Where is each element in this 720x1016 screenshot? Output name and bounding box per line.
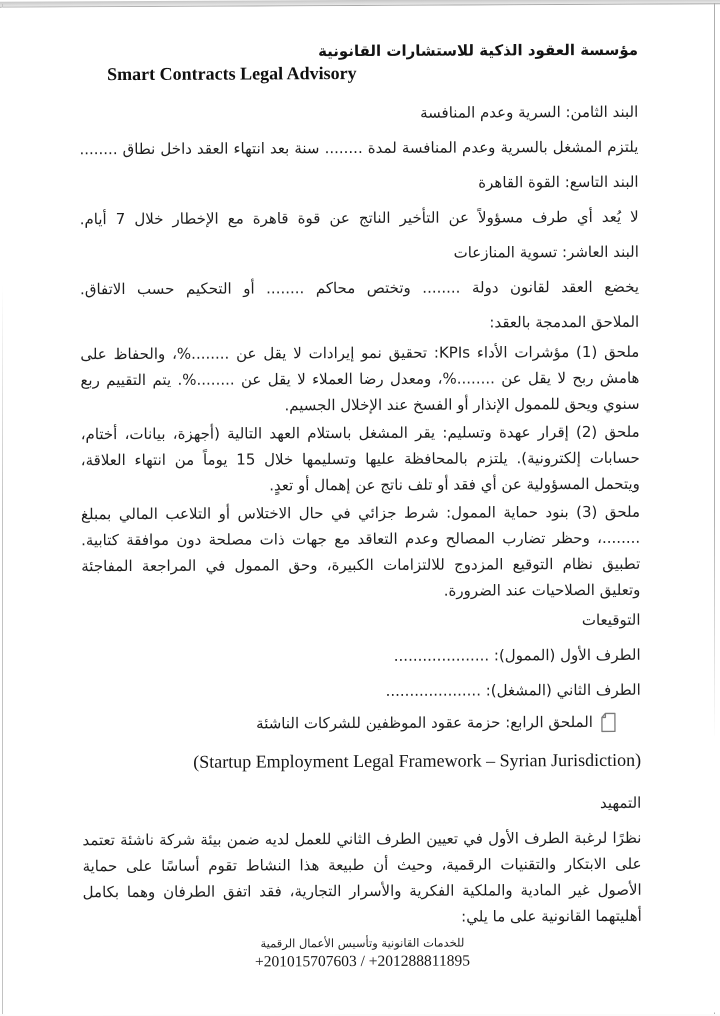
preamble-heading: التمهيد: [599, 793, 642, 812]
clause-8-body: يلتزم المشغل بالسرية وعدم المنافسة لمدة ........ سنة بعد انتهاء العقد داخل نطاق ........: [79, 137, 639, 159]
org-title-arabic: مؤسسة العقود الذكية للاستشارات القانونية: [318, 40, 639, 61]
clause-8-title: البند الثامن: السرية وعدم المنافسة: [420, 102, 639, 122]
annex-2-paragraph: ملحق (2) إقرار عهدة وتسليم: يقر المشغل باستلام العهد التالية (أجهزة، بيانات، أختام، حسابات إلكترونية). يلتزم بالمحافظة عليها وتسليمها خلال 15 يوماً من انتهاء العلاقة، ويتحمل المسؤولية عن أي فقد أو تلف ناتج عن إهمال أو تعدٍ.: [80, 422, 640, 495]
annex-4-label: الملحق الرابع: حزمة عقود الموظفين للشركات الناشئة: [256, 712, 593, 733]
contract-page: [1, 4, 716, 1015]
clause-10-title: البند العاشر: تسوية المنازعات: [453, 242, 639, 262]
org-title-english: Smart Contracts Legal Advisory: [107, 63, 357, 85]
annexes-heading: الملاحق المدمجة بالعقد:: [489, 312, 640, 332]
annex-3-paragraph: ملحق (3) بنود حماية الممول: شرط جزائي في حال الاختلاس أو التلاعب المالي بمبلغ ........، وحظر تضارب المصالح وعدم التعاقد مع جهات ذات مصلحة دون موافقة كتابية. تطبيق نظام التوقيع المزدوج للالتزامات الكبيرة، وحق الممول في المراجعة المفاجئة وتعليق الصلاحيات عند الضرورة.: [80, 502, 641, 600]
footer-phone-numbers: +201015707603 / +201288811895: [254, 952, 470, 971]
footer-services-line: للخدمات القانونية وتأسيس الأعمال الرقمية: [260, 935, 465, 951]
clause-9-body: لا يُعد أي طرف مسؤولاً عن التأخير الناتج عن قوة قاهرة مع الإخطار خلال 7 أيام.: [79, 207, 639, 229]
clause-9-title: البند التاسع: القوة القاهرة: [478, 172, 639, 192]
annex-1-paragraph: ملحق (1) مؤشرات الأداء KPIs: تحقيق نمو إيرادات لا يقل عن ........%، والحفاظ على هامش ربح لا يقل عن ........%، ومعدل رضا العملاء لا يقل عن ........%. يتم التقييم ربع سنوي ويحق للممول الإنذار أو الفسخ عند الإخلال الجسيم.: [80, 342, 640, 415]
document-icon: [600, 711, 617, 732]
contract-content: [1, 4, 716, 973]
page-footer: [83, 933, 642, 973]
clause-10-body: يخضع العقد لقانون دولة ........ وتختص محاكم ........ أو التحكيم حسب الاتفاق.: [79, 277, 640, 299]
annex-4-row: [82, 709, 641, 737]
signature-party1-line: الطرف الأول (الممول): ....................: [393, 645, 641, 665]
preamble-body: نظرًا لرغبة الطرف الأول في تعيين الطرف الثاني للعمل لديه ضمن بيئة شركة ناشئة تعتمد على الابتكار والتقنيات الرقمية، وحيث أن طبيعة هذا النشاط تقوم أساسًا على حماية الأصول غير المادية والملكية الفكرية والأسرار التجارية، فقد اتفق الطرفان وهما بكامل أهليتهما القانونية على ما يلي:: [82, 828, 642, 926]
annex-4-subtitle-english: (Startup Employment Legal Framework – Syrian Jurisdiction): [193, 749, 642, 772]
signatures-heading: التوقيعات: [581, 610, 641, 630]
signature-party2-line: الطرف الثاني (المشغل): ....................: [385, 680, 641, 700]
